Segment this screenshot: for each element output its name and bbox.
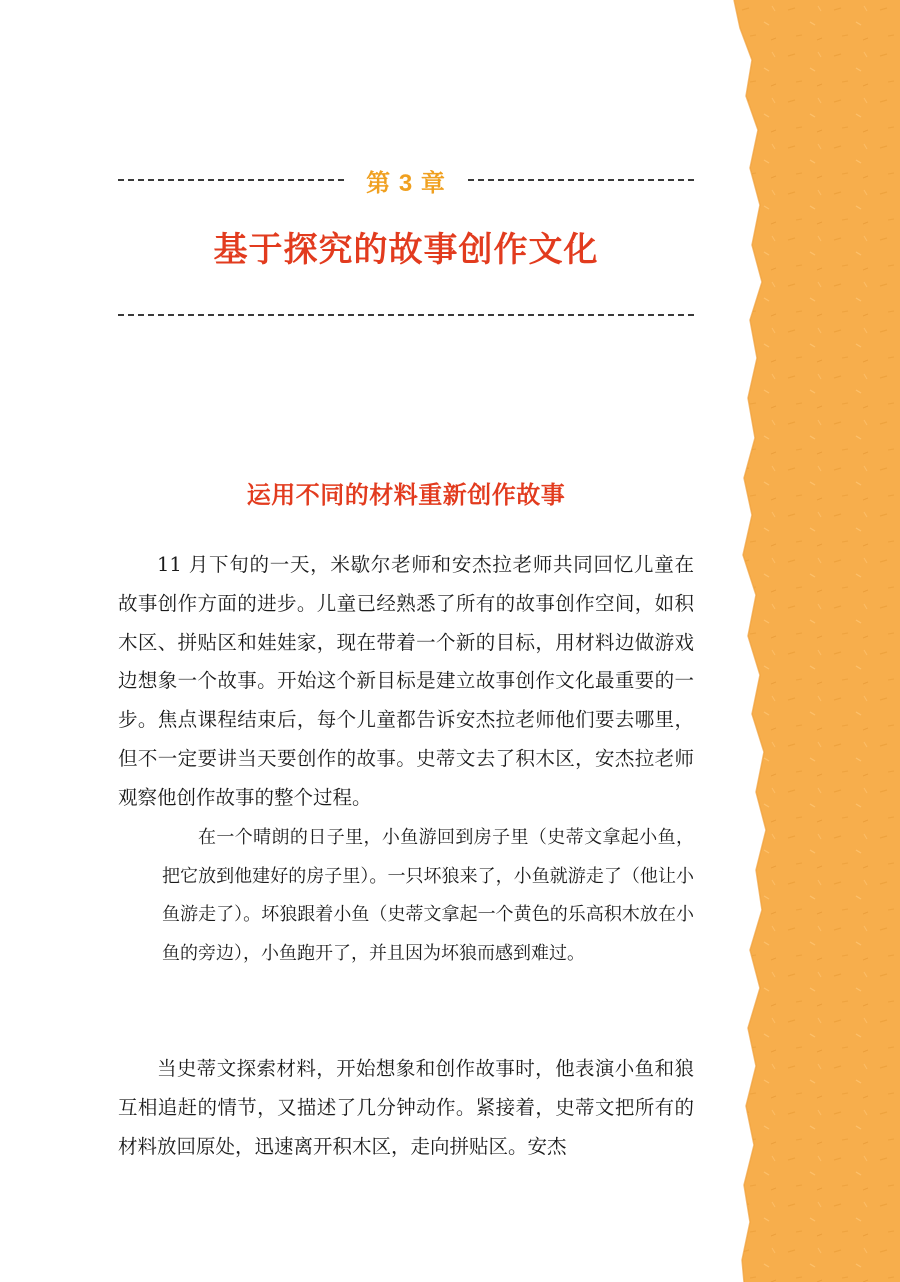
body-paragraph: 11 月下旬的一天，米歇尔老师和安杰拉老师共同回忆儿童在故事创作方面的进步。儿童已经熟悉了所有的故事创作空间，如积木区、拼贴区和娃娃家，现在带着一个新的目标，用材料边做游戏边想象一个故事。开始这个新目标是建立故事创作文化最重要的一步。焦点课程结束后，每个儿童都告诉安杰拉老师他们要去哪里，但不一定要讲当天要创作的故事。史蒂文去了积木区，安杰拉老师观察他创作故事的整个过程。	[118, 553, 694, 809]
body-paragraph: 当史蒂文探索材料，开始想象和创作故事时，他表演小鱼和狼互相追赶的情节，又描述了几分钟动作。紧接着，史蒂文把所有的材料放回原处，迅速离开积木区，走向拼贴区。安杰	[118, 1057, 694, 1158]
chapter-title: 基于探究的故事创作文化	[213, 230, 599, 270]
divider-right	[468, 179, 694, 181]
chapter-header	[118, 160, 694, 200]
chapter-label: 第 3 章	[366, 169, 446, 197]
divider-full	[118, 314, 694, 316]
divider-left	[118, 179, 344, 181]
story-quote: 在一个晴朗的日子里，小鱼游回到房子里（史蒂文拿起小鱼，把它放到他建好的房子里）。一只坏狼来了，小鱼就游走了（他让小鱼游走了）。坏狼跟着小鱼（史蒂文拿起一个黄色的乐高积木放在小鱼的旁边），小鱼跑开了，并且因为坏狼而感到难过。	[162, 827, 694, 964]
section-heading: 运用不同的材料重新创作故事	[246, 481, 566, 509]
